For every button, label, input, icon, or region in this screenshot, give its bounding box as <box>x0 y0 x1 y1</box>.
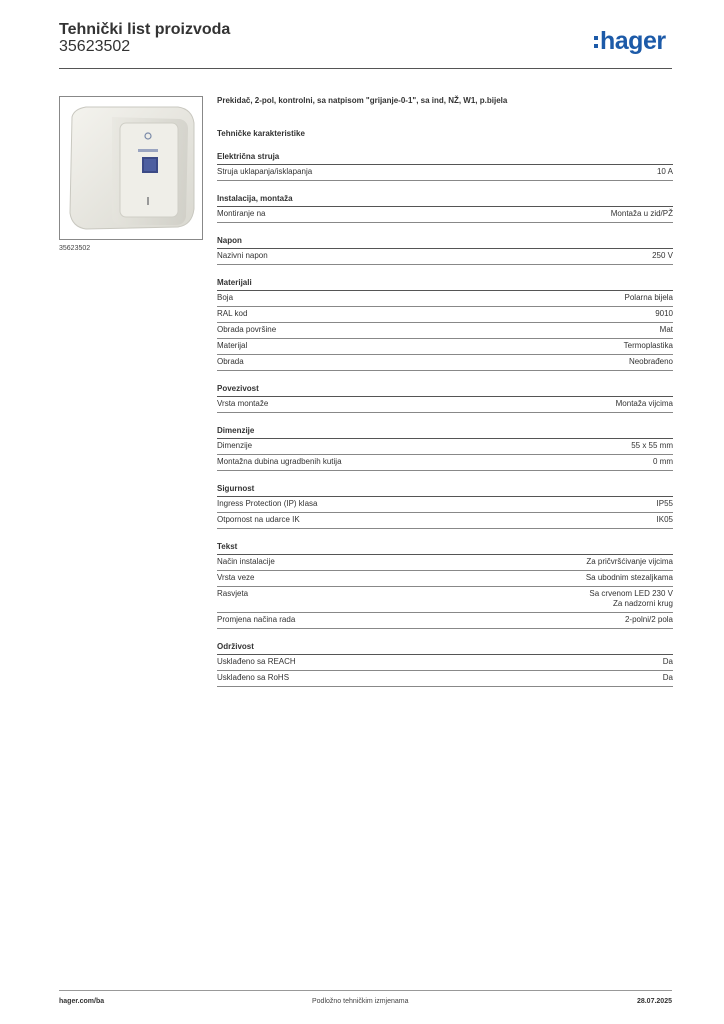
spec-value: 55 x 55 mm <box>631 441 673 450</box>
product-switch-image <box>60 97 202 239</box>
spec-row <box>217 165 673 181</box>
section-title: Održivost <box>217 642 673 655</box>
hager-logo <box>594 26 666 56</box>
spec-row <box>217 571 673 587</box>
spec-value: Mat <box>659 325 673 334</box>
spec-value: 0 mm <box>653 457 673 466</box>
spec-section <box>217 426 673 471</box>
spec-label: Struja uklapanja/isklapanja <box>217 167 313 176</box>
section-title: Dimenzije <box>217 426 673 439</box>
spec-value: Termoplastika <box>623 341 673 350</box>
spec-row <box>217 655 673 671</box>
section-title: Instalacija, montaža <box>217 194 673 207</box>
spec-row <box>217 397 673 413</box>
spec-label: Montažna dubina ugradbenih kutija <box>217 457 342 466</box>
section-title: Povezivost <box>217 384 673 397</box>
spec-value: Da <box>662 673 673 682</box>
spec-row <box>217 455 673 471</box>
spec-row <box>217 497 673 513</box>
spec-section <box>217 278 673 371</box>
spec-value: Sa ubodnim stezaljkama <box>585 573 673 582</box>
spec-label: Materijal <box>217 341 248 350</box>
spec-label: Usklađeno sa REACH <box>217 657 296 666</box>
spec-row <box>217 671 673 687</box>
image-caption: 35623502 <box>59 245 91 252</box>
header-divider <box>59 68 672 69</box>
spec-label: Ingress Protection (IP) klasa <box>217 499 318 508</box>
spec-row <box>217 613 673 629</box>
spec-row <box>217 355 673 371</box>
spec-section <box>217 642 673 687</box>
spec-label: Montiranje na <box>217 209 266 218</box>
footer-date: 28.07.2025 <box>636 998 672 1005</box>
spec-section <box>217 236 673 265</box>
spec-row <box>217 307 673 323</box>
logo-mark-icon <box>594 36 598 48</box>
spec-label: Rasvjeta <box>217 589 249 598</box>
section-title: Električna struja <box>217 152 673 165</box>
spec-label: Vrsta montaže <box>217 399 269 408</box>
spec-section <box>217 484 673 529</box>
product-image <box>59 96 203 240</box>
product-number: 35623502 <box>59 38 131 55</box>
spec-sections <box>217 152 673 687</box>
spec-row <box>217 323 673 339</box>
spec-label: Promjena načina rada <box>217 615 296 624</box>
spec-section <box>217 542 673 629</box>
spec-value: 2-polni/2 pola <box>624 615 673 624</box>
spec-label: RAL kod <box>217 309 248 318</box>
spec-label: Nazivni napon <box>217 251 268 260</box>
spec-row <box>217 439 673 455</box>
product-description: Prekidač, 2-pol, kontrolni, sa natpisom "grijanje-0-1", sa ind, NŽ, W1, p.bijela <box>217 96 508 105</box>
spec-label: Dimenzije <box>217 441 253 450</box>
spec-value: Neobrađeno <box>628 357 673 366</box>
spec-section <box>217 152 673 181</box>
spec-label: Način instalacije <box>217 557 275 566</box>
spec-label: Obrada <box>217 357 244 366</box>
spec-value: Sa crvenom LED 230 V Za nadzorni krug <box>589 589 673 608</box>
logo-text: hager <box>600 26 666 55</box>
spec-value: 9010 <box>655 309 673 318</box>
spec-row <box>217 587 673 613</box>
footer-notice: Podložno tehničkim izmjenama <box>312 998 409 1005</box>
spec-label: Vrsta veze <box>217 573 255 582</box>
page-title: Tehnički list proizvoda <box>59 21 231 38</box>
spec-row <box>217 207 673 223</box>
spec-label: Usklađeno sa RoHS <box>217 673 290 682</box>
spec-label: Boja <box>217 293 234 302</box>
spec-value: 250 V <box>652 251 673 260</box>
spec-row <box>217 555 673 571</box>
section-title: Materijali <box>217 278 673 291</box>
footer-website[interactable]: hager.com/ba <box>59 998 105 1005</box>
spec-section <box>217 384 673 413</box>
spec-section <box>217 194 673 223</box>
spec-label: Otpornost na udarce IK <box>217 515 300 524</box>
spec-label: Obrada površine <box>217 325 277 334</box>
spec-value: Za pričvršćivanje vijcima <box>586 557 673 566</box>
spec-row <box>217 249 673 265</box>
spec-row <box>217 291 673 307</box>
section-title: Napon <box>217 236 673 249</box>
spec-value: IK05 <box>656 515 673 524</box>
section-title: Tekst <box>217 542 673 555</box>
spec-value: Da <box>662 657 673 666</box>
characteristics-heading: Tehničke karakteristike <box>217 129 305 138</box>
spec-row <box>217 339 673 355</box>
spec-value: 10 A <box>656 167 673 176</box>
spec-value: Montaža vijcima <box>615 399 673 408</box>
specs-column <box>217 96 673 700</box>
spec-value: Polarna bijela <box>624 293 673 302</box>
spec-value: IP55 <box>656 499 673 508</box>
section-title: Sigurnost <box>217 484 673 497</box>
spec-row <box>217 513 673 529</box>
spec-value: Montaža u zid/PŽ <box>610 209 673 218</box>
footer-divider <box>59 990 672 991</box>
